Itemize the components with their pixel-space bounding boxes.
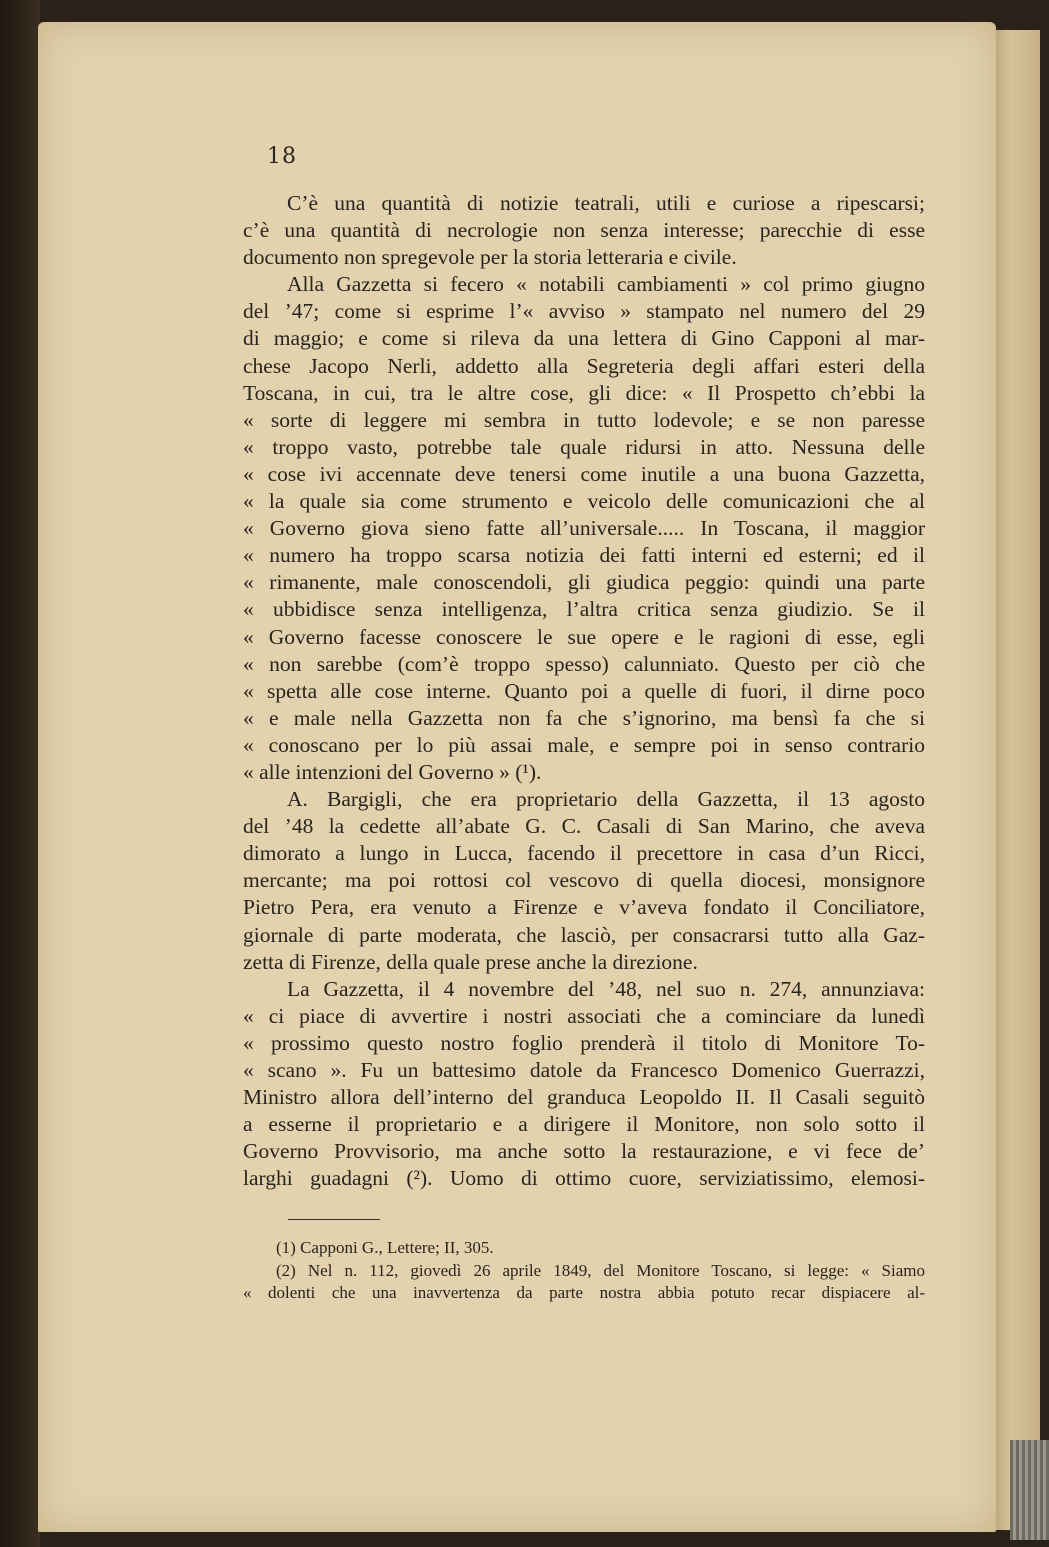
lines-line: « Governo giova sieno fatte all’universale..... In Toscana, il maggior xyxy=(243,516,925,541)
lines-line: a esserne il proprietario e a dirigere il Monitore, non solo sotto il xyxy=(243,1112,925,1137)
lines-line: Toscana, in cui, tra le altre cose, gli dice: « Il Prospetto ch’ebbi la xyxy=(243,380,925,405)
page-number: 18 xyxy=(267,144,297,169)
lines-line: « scano ». Fu un battesimo datole da Francesco Domenico Guerrazzi, xyxy=(243,1058,925,1082)
body-text xyxy=(243,190,925,1192)
lines-line: larghi guadagni (²). Uomo di ottimo cuore, serviziatissimo, elemosi- xyxy=(243,1166,925,1191)
lines-line: « cose ivi accennate deve tenersi come inutile a una buona Gazzetta, xyxy=(243,461,925,486)
lines-line: « troppo vasto, potrebbe tale quale ridursi in atto. Nessuna delle xyxy=(243,434,925,459)
color-calibration-tabs xyxy=(1010,1440,1049,1540)
footnotes-line: (2) Nel n. 112, giovedì 26 aprile 1849, del Monitore Toscano, si legge: « Siamo xyxy=(276,1260,925,1280)
adjacent-page-edge xyxy=(992,30,1040,1530)
lines-line: « prossimo questo nostro foglio prenderà il titolo di Monitore To- xyxy=(243,1030,925,1055)
lines-line: « rimanente, male conoscendoli, gli giudica peggio: quindi una parte xyxy=(243,570,925,595)
lines-line: Alla Gazzetta si fecero « notabili cambiamenti » col primo giugno xyxy=(287,272,925,297)
lines-line: « e male nella Gazzetta non fa che s’ignorino, ma bensì fa che si xyxy=(243,705,925,730)
lines-line: « sorte di leggere mi sembra in tutto lodevole; e se non paresse xyxy=(243,407,925,432)
footnotes-line: (1) Capponi G., Lettere; II, 305. xyxy=(276,1238,494,1257)
lines-line: « ubbidisce senza intelligenza, l’altra critica senza giudizio. Se il xyxy=(243,597,925,622)
lines-line: « conoscano per lo più assai male, e sempre poi in senso contrario xyxy=(243,732,925,757)
lines-line: Pietro Pera, era venuto a Firenze e v’aveva fondato il Conciliatore, xyxy=(243,895,925,920)
lines-line: C’è una quantità di notizie teatrali, utili e curiose a ripescarsi; xyxy=(287,191,925,215)
footnotes xyxy=(243,1237,925,1305)
lines-line: chese Jacopo Nerli, addetto alla Segreteria degli affari esteri della xyxy=(243,353,925,378)
lines-line: c’è una quantità di necrologie non senza interesse; parecchie di esse xyxy=(243,218,925,243)
lines-line: « numero ha troppo scarsa notizia dei fatti interni ed esterni; ed il xyxy=(243,543,925,568)
lines-line: Ministro allora dell’interno del granduca Leopoldo II. Il Casali seguitò xyxy=(243,1085,925,1110)
lines-line: zetta di Firenze, della quale prese anche la direzione. xyxy=(243,949,698,974)
lines-line: giornale di parte moderata, che lasciò, per consacrarsi tutto alla Gaz- xyxy=(243,922,925,947)
lines-line: « Governo facesse conoscere le sue opere e le ragioni di esse, egli xyxy=(243,624,925,649)
lines-line: Governo Provvisorio, ma anche sotto la restaurazione, e vi fece de’ xyxy=(243,1139,925,1164)
lines-line: documento non spregevole per la storia letteraria e civile. xyxy=(243,245,737,270)
footnote-rule xyxy=(288,1219,380,1220)
lines-line: dimorato a lungo in Lucca, facendo il precettore in casa d’un Ricci, xyxy=(243,841,925,866)
footnotes-line: « dolenti che una inavvertenza da parte nostra abbia potuto recar dispiacere al- xyxy=(243,1283,925,1302)
lines-line: La Gazzetta, il 4 novembre del ’48, nel suo n. 274, annunziava: xyxy=(287,976,925,1001)
lines-line: di maggio; e come si rileva da una lettera di Gino Capponi al mar- xyxy=(243,326,925,351)
lines-line: mercante; ma poi rottosi col vescovo di quella diocesi, monsignore xyxy=(243,868,925,893)
lines-line: A. Bargigli, che era proprietario della Gazzetta, il 13 agosto xyxy=(287,787,925,812)
lines-line: « ci piace di avvertire i nostri associati che a cominciare da lunedì xyxy=(243,1003,925,1028)
book-spine xyxy=(0,0,40,1547)
lines-line: del ’47; come si esprime l’« avviso » stampato nel numero del 29 xyxy=(243,299,925,324)
lines-line: « spetta alle cose interne. Quanto poi a quelle di fuori, il dirne poco xyxy=(243,678,925,703)
lines-line: « non sarebbe (com’è troppo spesso) calunniato. Questo per ciò che xyxy=(243,651,925,676)
lines-line: del ’48 la cedette all’abate G. C. Casali di San Marino, che aveva xyxy=(243,814,925,839)
lines-line: « alle intenzioni del Governo » (¹). xyxy=(243,759,542,784)
lines-line: « la quale sia come strumento e veicolo delle comunicazioni che al xyxy=(243,489,925,514)
